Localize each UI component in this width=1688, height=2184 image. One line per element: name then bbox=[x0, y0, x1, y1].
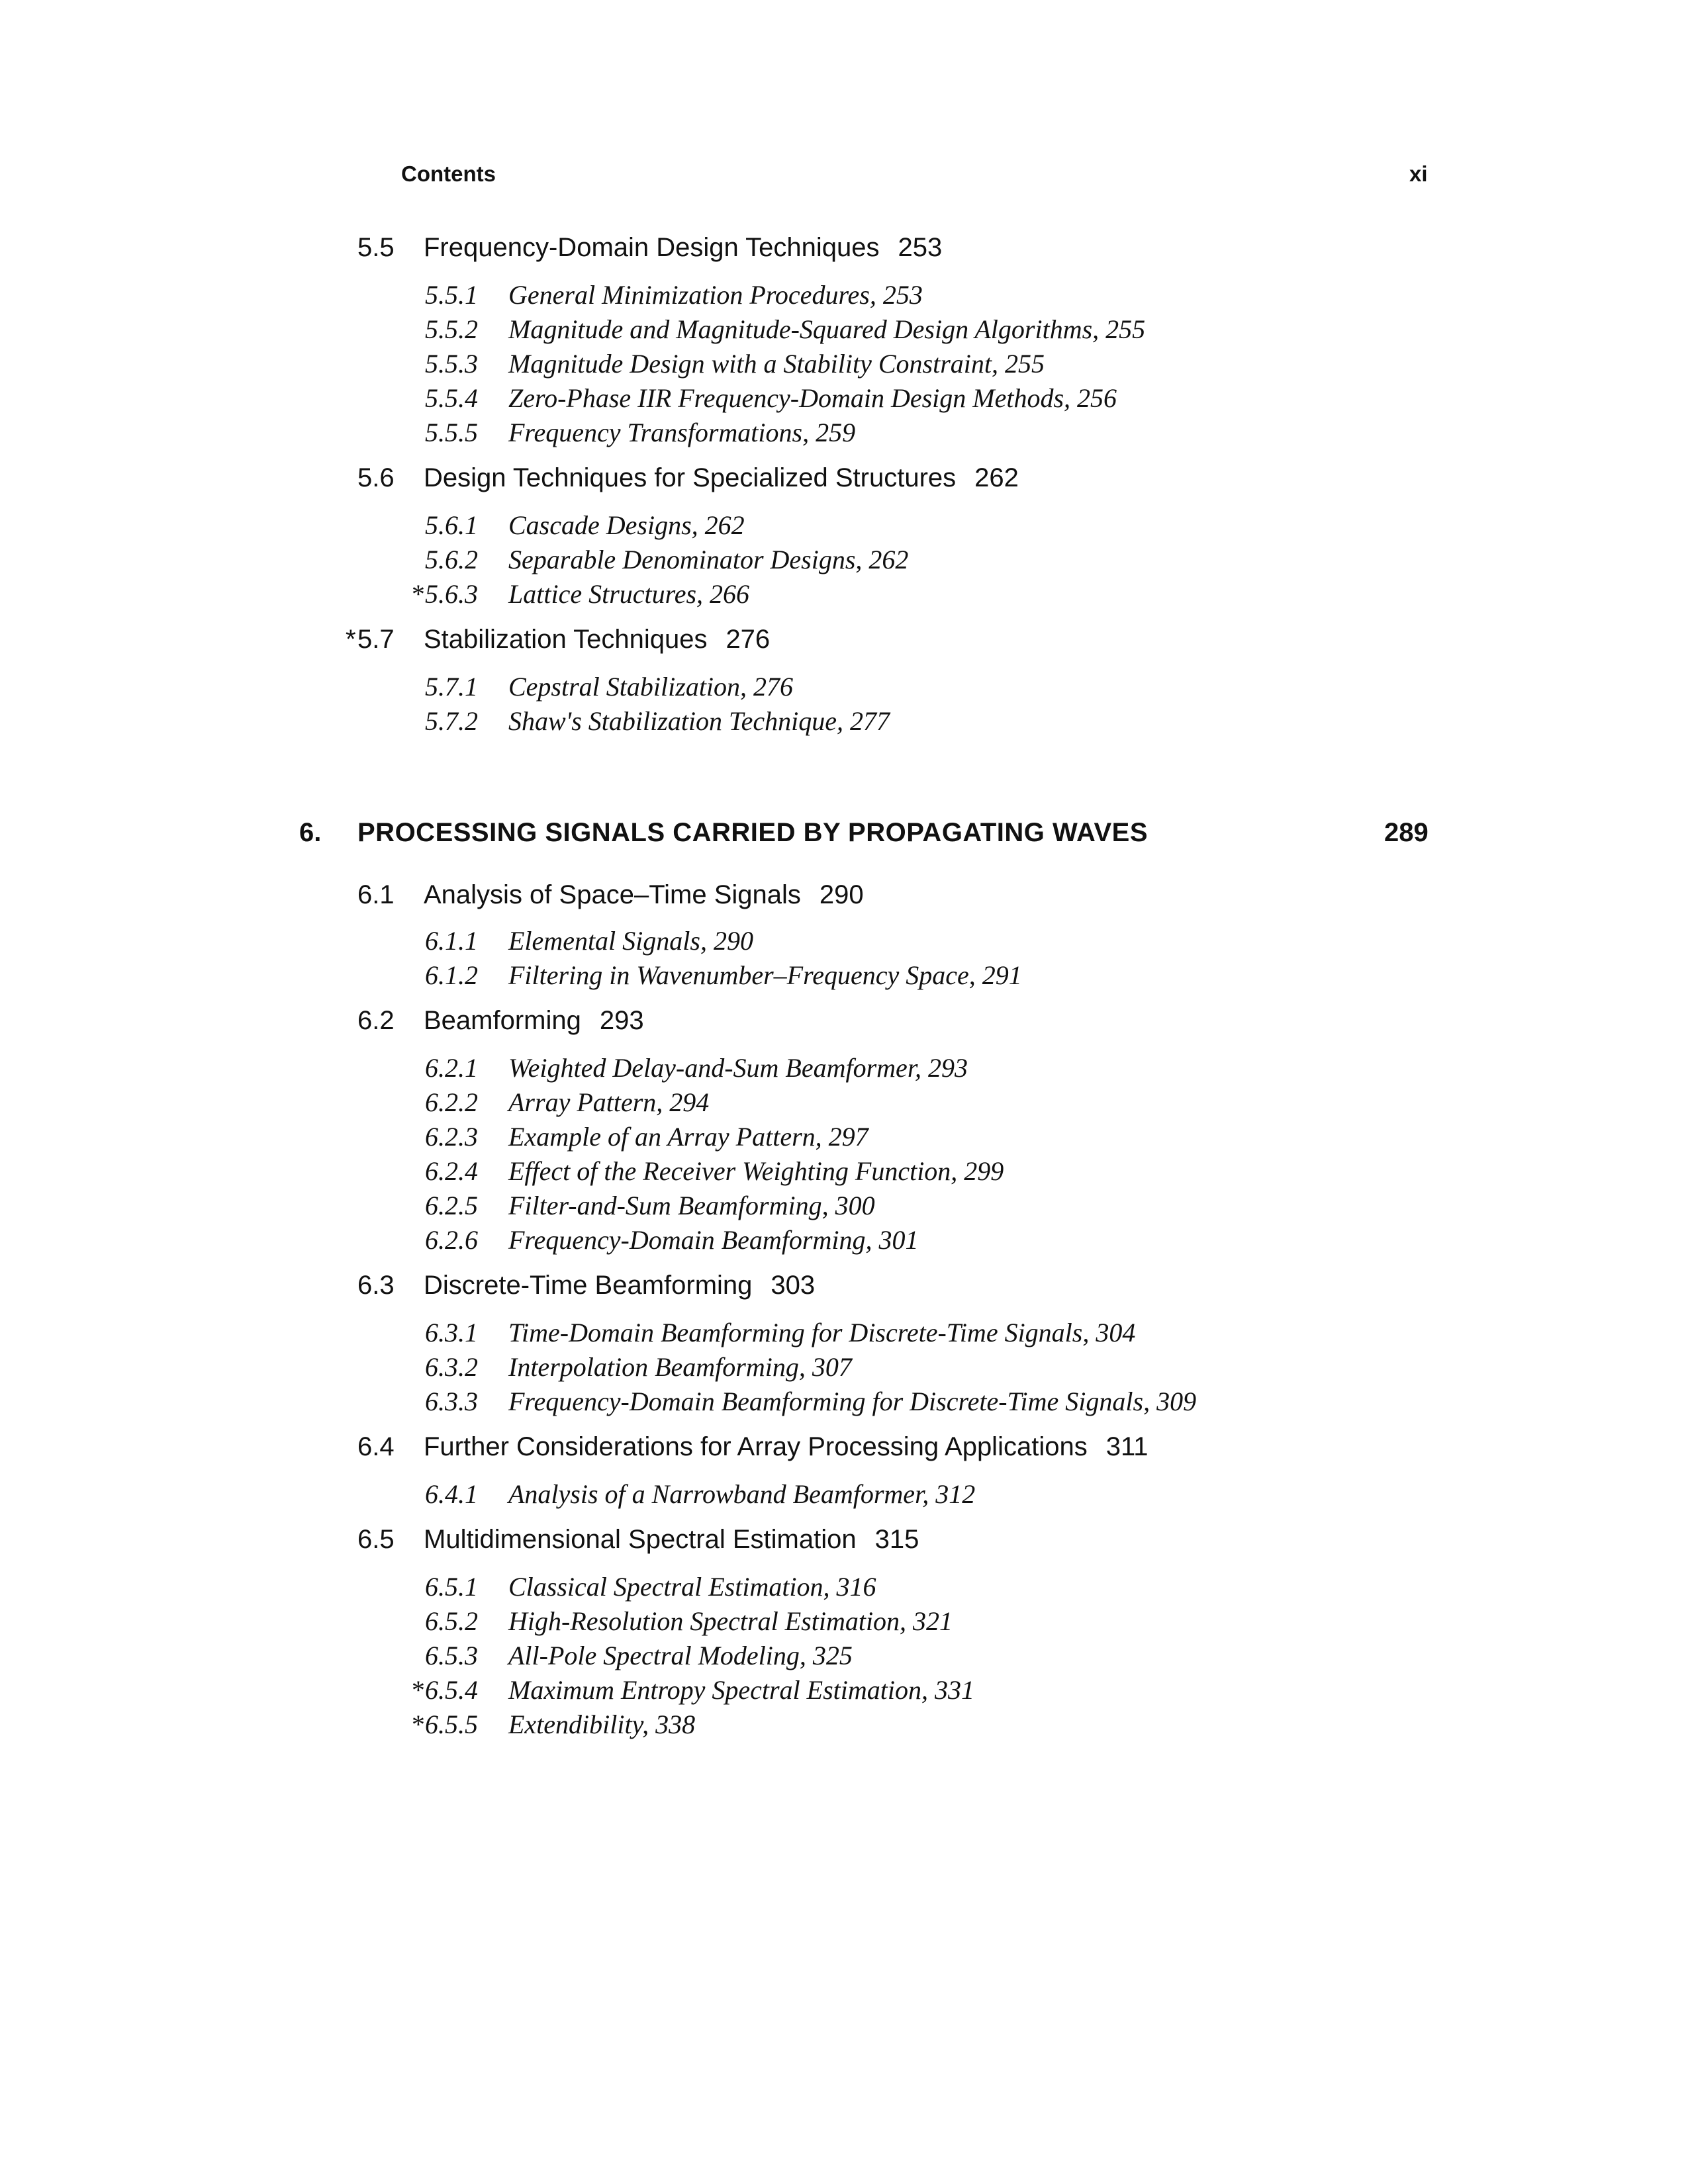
entry-number: 6.2.2 bbox=[425, 1087, 478, 1117]
entry-title: Maximum Entropy Spectral Estimation, 331 bbox=[508, 1675, 974, 1705]
entry-number: 6. bbox=[299, 818, 322, 847]
entry-number: 5.6.1 bbox=[425, 510, 478, 540]
entry-title: Array Pattern, 294 bbox=[508, 1087, 710, 1117]
entry-page: 276 bbox=[726, 625, 771, 654]
entry-title: Elemental Signals, 290 bbox=[508, 926, 753, 956]
chapter-page: 289 bbox=[1384, 818, 1429, 847]
entry-title: Design Techniques for Specialized Structures bbox=[424, 463, 957, 492]
entry-title: Zero-Phase IIR Frequency-Domain Design Methods, 256 bbox=[508, 383, 1117, 413]
entry-page: 303 bbox=[771, 1271, 816, 1300]
entry-number: 6.2.6 bbox=[425, 1225, 478, 1255]
entry-number: 5.6.3 bbox=[425, 579, 478, 609]
entry-number: 6.3 bbox=[357, 1271, 395, 1300]
optional-marker: * bbox=[410, 1675, 424, 1705]
entry-number: 6.5.1 bbox=[425, 1572, 478, 1602]
entry-number: 5.5.2 bbox=[425, 314, 478, 344]
entry-number: 6.1 bbox=[357, 880, 395, 909]
entry-title: Extendibility, 338 bbox=[508, 1709, 696, 1739]
entry-number: 6.5.4 bbox=[425, 1675, 478, 1705]
entry-number: 6.2 bbox=[357, 1006, 395, 1035]
entry-title: Beamforming bbox=[424, 1006, 581, 1035]
entry-number: 6.2.1 bbox=[425, 1053, 478, 1083]
entry-number: 5.5 bbox=[357, 233, 395, 262]
entry-title: Further Considerations for Array Processing Applications bbox=[424, 1432, 1088, 1461]
entry-title: Shaw's Stabilization Technique, 277 bbox=[508, 706, 890, 736]
entry-title: Cascade Designs, 262 bbox=[508, 510, 745, 540]
entry-title: Analysis of Space–Time Signals bbox=[424, 880, 801, 909]
entry-number: 6.5 bbox=[357, 1525, 395, 1554]
entry-number: 6.5.2 bbox=[425, 1606, 478, 1636]
entry-number: 6.2.3 bbox=[425, 1122, 478, 1152]
entry-number: 5.5.5 bbox=[425, 418, 478, 447]
entry-title: Interpolation Beamforming, 307 bbox=[508, 1352, 852, 1382]
entry-title: Lattice Structures, 266 bbox=[508, 579, 750, 609]
entry-number: 6.3.1 bbox=[425, 1318, 478, 1347]
entry-title: Magnitude and Magnitude-Squared Design Algorithms, 255 bbox=[508, 314, 1146, 344]
optional-marker: * bbox=[410, 579, 424, 609]
entry-title: Magnitude Design with a Stability Constraint, 255 bbox=[508, 349, 1045, 379]
entry-title: Frequency-Domain Design Techniques bbox=[424, 233, 880, 262]
entry-title: Frequency Transformations, 259 bbox=[508, 418, 856, 447]
entry-title: PROCESSING SIGNALS CARRIED BY PROPAGATING WAVES bbox=[357, 818, 1149, 847]
entry-number: 6.4.1 bbox=[425, 1479, 478, 1509]
entry-number: 6.1.2 bbox=[425, 960, 478, 990]
entry-number: 6.5.3 bbox=[425, 1641, 478, 1670]
entry-number: 6.1.1 bbox=[425, 926, 478, 956]
entry-title: Filtering in Wavenumber–Frequency Space, 291 bbox=[508, 960, 1022, 990]
entry-title: General Minimization Procedures, 253 bbox=[508, 280, 923, 310]
entry-title: Separable Denominator Designs, 262 bbox=[508, 545, 909, 574]
entry-number: 6.2.4 bbox=[425, 1156, 478, 1186]
entry-number: 6.3.2 bbox=[425, 1352, 478, 1382]
entry-number: 5.7 bbox=[357, 625, 395, 654]
page-number: xi bbox=[1409, 161, 1428, 186]
entry-number: 5.7.2 bbox=[425, 706, 478, 736]
entry-title: All-Pole Spectral Modeling, 325 bbox=[508, 1641, 853, 1670]
entry-title: Effect of the Receiver Weighting Function, 299 bbox=[508, 1156, 1004, 1186]
entry-number: 5.5.3 bbox=[425, 349, 478, 379]
entry-title: Classical Spectral Estimation, 316 bbox=[508, 1572, 876, 1602]
entry-title: Frequency-Domain Beamforming for Discrete-Time Signals, 309 bbox=[508, 1387, 1197, 1416]
entry-title: Time-Domain Beamforming for Discrete-Time Signals, 304 bbox=[508, 1318, 1136, 1347]
entry-number: 6.5.5 bbox=[425, 1709, 478, 1739]
entry-number: 5.6.2 bbox=[425, 545, 478, 574]
entry-page: 290 bbox=[819, 880, 864, 909]
entry-number: 6.3.3 bbox=[425, 1387, 478, 1416]
entry-title: Stabilization Techniques bbox=[424, 625, 708, 654]
entry-title: Analysis of a Narrowband Beamformer, 312 bbox=[508, 1479, 976, 1509]
entry-page: 311 bbox=[1105, 1432, 1149, 1461]
running-head: Contents bbox=[401, 161, 496, 186]
entry-title: Weighted Delay-and-Sum Beamformer, 293 bbox=[508, 1053, 968, 1083]
entry-number: 6.4 bbox=[357, 1432, 395, 1461]
entry-number: 5.6 bbox=[357, 463, 395, 492]
entry-title: Frequency-Domain Beamforming, 301 bbox=[508, 1225, 919, 1255]
entry-number: 6.2.5 bbox=[425, 1191, 478, 1220]
entry-page: 293 bbox=[599, 1006, 644, 1035]
optional-marker: * bbox=[346, 625, 356, 654]
entry-title: Discrete-Time Beamforming bbox=[424, 1271, 753, 1300]
entry-title: Cepstral Stabilization, 276 bbox=[508, 672, 794, 702]
entry-number: 5.7.1 bbox=[425, 672, 478, 702]
entry-number: 5.5.4 bbox=[425, 383, 478, 413]
entry-title: Multidimensional Spectral Estimation bbox=[424, 1525, 857, 1554]
entry-number: 5.5.1 bbox=[425, 280, 478, 310]
entry-page: 262 bbox=[974, 463, 1019, 492]
entry-title: Filter-and-Sum Beamforming, 300 bbox=[508, 1191, 875, 1220]
entry-title: High-Resolution Spectral Estimation, 321 bbox=[508, 1606, 953, 1636]
entry-title: Example of an Array Pattern, 297 bbox=[508, 1122, 868, 1152]
optional-marker: * bbox=[410, 1709, 424, 1739]
entry-page: 253 bbox=[898, 233, 943, 262]
entry-page: 315 bbox=[874, 1525, 919, 1554]
